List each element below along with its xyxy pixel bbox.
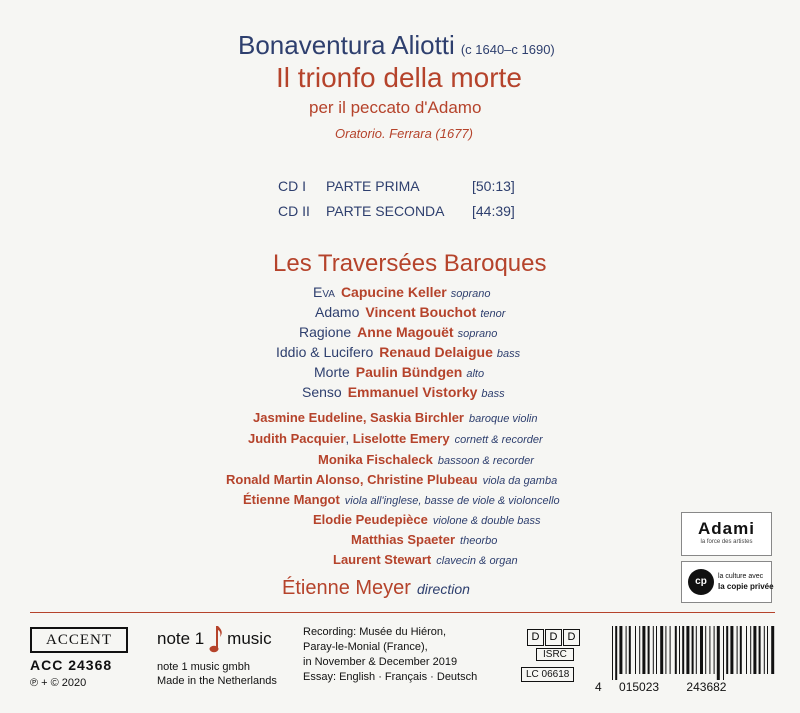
footer-divider xyxy=(30,612,775,613)
label-made-in: Made in the Netherlands xyxy=(157,675,277,687)
instrumentalist-row xyxy=(248,431,543,446)
copyright: ℗ + © 2020 xyxy=(30,677,87,689)
composer-heading xyxy=(238,30,555,61)
name-separator: , xyxy=(345,431,353,446)
instrumentalist-row xyxy=(333,552,518,567)
disc-1-number: CD I xyxy=(278,178,306,194)
cast-voice: soprano xyxy=(450,288,491,300)
adami-logo xyxy=(681,512,772,556)
label-info xyxy=(157,660,277,688)
instrumentalist-row xyxy=(253,410,538,425)
cast-role: Eva xyxy=(313,284,335,300)
label-code: LC 06618 xyxy=(521,667,574,682)
instrument: clavecin & organ xyxy=(436,555,518,567)
cast-singer: Vincent Bouchot xyxy=(365,304,477,320)
instrumentalist-row xyxy=(243,492,560,507)
ddd-letter: D xyxy=(527,629,544,646)
ensemble-name: Les Traversées Baroques xyxy=(273,250,547,277)
cast-singer: Capucine Keller xyxy=(340,284,447,300)
disc-1-duration: [50:13] xyxy=(472,178,515,194)
instrument: bassoon & recorder xyxy=(437,455,534,467)
cast-voice: soprano xyxy=(457,328,498,340)
instrumentalist-name: Judith Pacquier xyxy=(248,431,346,446)
adami-tagline: la force des artistes xyxy=(700,539,753,545)
instrumentalist-names: Jasmine Eudeline, Saskia Birchler xyxy=(253,410,464,425)
copie-privee-logo xyxy=(681,561,772,603)
cast-row xyxy=(315,304,505,320)
barcode-number xyxy=(595,680,726,694)
recording-line: Recording: Musée du Hiéron, xyxy=(303,626,447,638)
isrc-badge: ISRC xyxy=(536,648,574,661)
director-name: Étienne Meyer xyxy=(282,577,411,599)
work-subtitle: per il peccato d'Adamo xyxy=(309,98,482,117)
instrumentalist-names: Ronald Martin Alonso, Christine Plubeau xyxy=(226,472,478,487)
label-company: note 1 music gmbh xyxy=(157,661,250,673)
disc-2-part: PARTE SECONDA xyxy=(326,203,445,219)
note1-music-logo xyxy=(157,624,272,656)
instrumentalist-row xyxy=(313,512,541,527)
barcode-lead-digit: 4 xyxy=(595,680,602,694)
instrument: viola da gamba xyxy=(482,475,558,487)
barcode xyxy=(610,626,775,680)
instrumentalist-names: Monika Fischaleck xyxy=(318,452,433,467)
composer-name: Bonaventura Aliotti xyxy=(238,30,455,60)
disc-2-duration: [44:39] xyxy=(472,203,515,219)
composer-dates: (c 1640–c 1690) xyxy=(460,42,555,57)
cast-voice: tenor xyxy=(480,308,506,320)
cast-row xyxy=(299,324,497,340)
cast-row xyxy=(313,284,491,300)
recording-line: in November & December 2019 xyxy=(303,656,458,668)
instrument: cornett & recorder xyxy=(454,434,543,446)
instrumentalist-names: Matthias Spaeter xyxy=(351,532,456,547)
adami-logo-text: Adami xyxy=(698,519,755,538)
cast-role: Iddio & Lucifero xyxy=(276,344,374,360)
cast-role: Adamo xyxy=(315,304,360,320)
instrumentalist-row xyxy=(318,452,534,467)
director xyxy=(282,577,470,600)
copie-privee-icon: cp xyxy=(688,569,714,595)
accent-logo: ACCENT xyxy=(30,627,128,653)
cast-singer: Paulin Bündgen xyxy=(355,364,463,380)
barcode-left-digits: 015023 xyxy=(619,680,660,694)
instrument: baroque violin xyxy=(469,413,538,425)
instrument: viola all'inglese, basse de viole & violoncello xyxy=(344,495,560,507)
cast-role: Morte xyxy=(314,364,350,380)
recording-info xyxy=(303,625,477,685)
instrumentalist-row xyxy=(351,532,497,547)
ddd-code xyxy=(527,627,581,646)
disc-2-number: CD II xyxy=(278,203,310,219)
music-note-icon xyxy=(208,624,224,656)
instrumentalist-names: Elodie Peudepièce xyxy=(313,512,428,527)
instrumentalist-names: Étienne Mangot xyxy=(243,492,340,507)
barcode-right-digits: 243682 xyxy=(686,680,727,694)
copie-privee-line2: la copie privée xyxy=(718,582,774,591)
work-genre: Oratorio. Ferrara (1677) xyxy=(335,126,473,141)
cast-row xyxy=(314,364,484,380)
instrumentalist-names: Laurent Stewart xyxy=(333,552,432,567)
cast-voice: alto xyxy=(466,368,485,380)
cast-row xyxy=(302,384,505,400)
recording-line: Paray-le-Monial (France), xyxy=(303,641,428,653)
catalog-number: ACC 24368 xyxy=(30,657,113,673)
ddd-letter: D xyxy=(545,629,562,646)
disc-1-part: PARTE PRIMA xyxy=(326,178,420,194)
cast-voice: bass xyxy=(481,388,505,400)
cast-singer: Anne Magouët xyxy=(357,324,454,340)
cast-singer: Renaud Delaigue xyxy=(379,344,493,360)
director-role: direction xyxy=(416,581,470,597)
cast-role: Ragione xyxy=(299,324,352,340)
work-title: Il trionfo della morte xyxy=(276,62,522,93)
cast-voice: bass xyxy=(496,348,521,360)
cast-row xyxy=(276,344,520,360)
instrumentalist-row xyxy=(226,472,557,487)
ddd-letter: D xyxy=(563,629,580,646)
essay-languages: Essay: English · Français · Deutsch xyxy=(303,671,478,683)
cast-role: Senso xyxy=(302,384,342,400)
instrumentalist-name: Liselotte Emery xyxy=(352,431,450,446)
instrument: violone & double bass xyxy=(432,515,541,527)
instrument: theorbo xyxy=(460,535,498,547)
cast-singer: Emmanuel Vistorky xyxy=(347,384,478,400)
copie-privee-line1: la culture avec xyxy=(718,573,764,580)
music-word: music xyxy=(227,629,272,648)
note1-word: note 1 xyxy=(157,629,205,648)
